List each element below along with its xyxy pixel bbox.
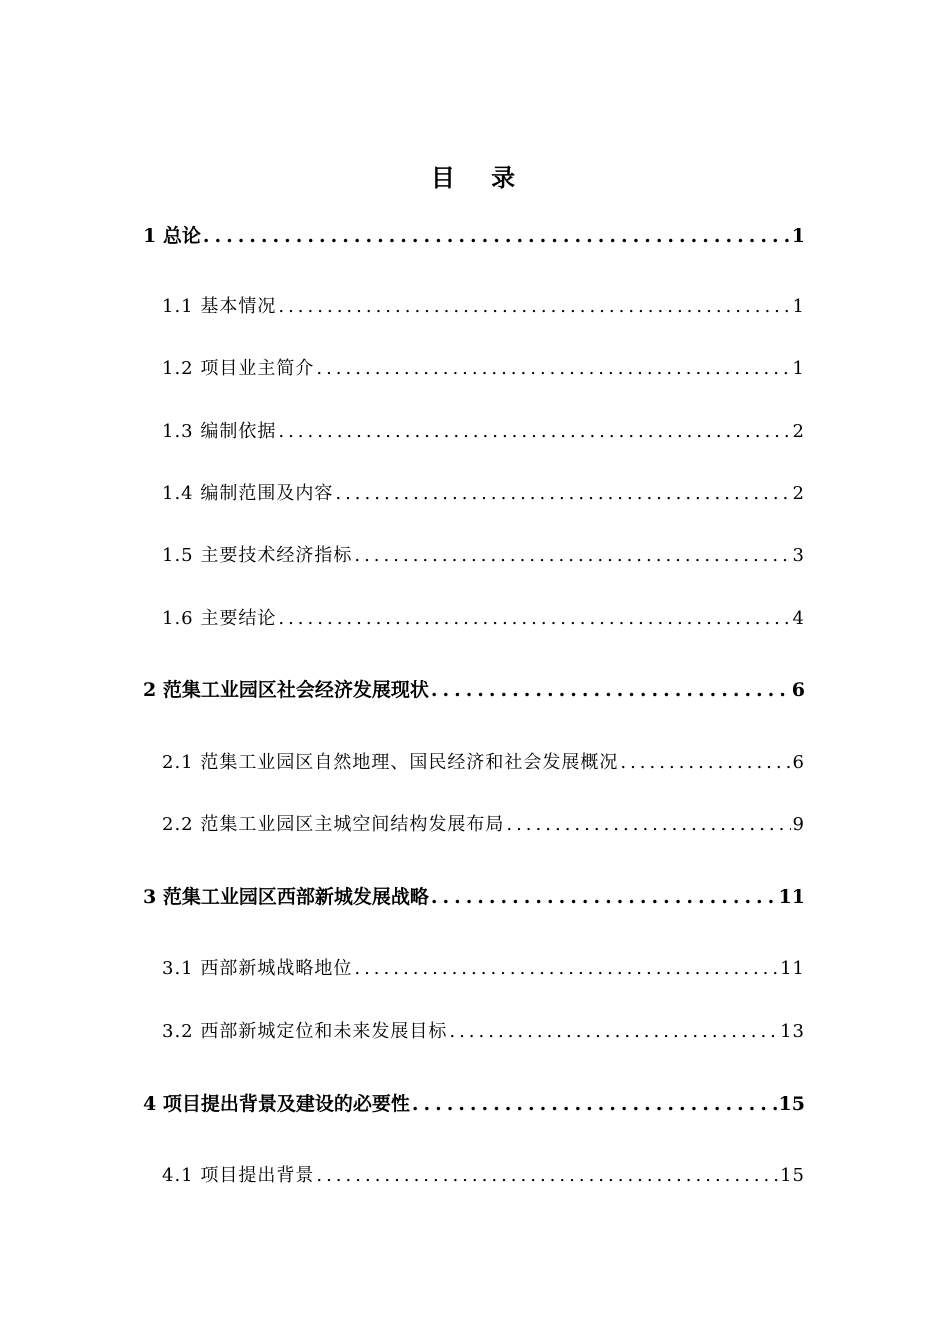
toc-leader-dots — [316, 354, 790, 384]
toc-leader-dots — [431, 882, 777, 912]
toc-entry-label: 1.6 主要结论 — [162, 608, 277, 629]
toc-leader-dots — [316, 1161, 778, 1191]
toc-leader-dots — [620, 748, 790, 778]
toc-entry-label: 1.2 项目业主简介 — [162, 358, 315, 379]
toc-entry-label: 3.1 西部新城战略地位 — [162, 958, 353, 979]
toc-entry-page: 1 — [792, 358, 805, 379]
toc-entry-page: 2 — [792, 483, 805, 504]
toc-entry-label: 3 范集工业园区西部新城发展战略 — [143, 886, 429, 908]
toc-entry[interactable] — [162, 810, 805, 840]
toc-entry[interactable] — [143, 675, 805, 705]
toc-entry-page: 1 — [791, 225, 805, 247]
toc-leader-dots — [278, 292, 790, 322]
toc-entry-label: 1.1 基本情况 — [162, 296, 277, 317]
toc-leader-dots — [278, 417, 790, 447]
toc-entry-label: 3.2 西部新城定位和未来发展目标 — [162, 1021, 448, 1042]
toc-title: 目 录 — [430, 163, 530, 192]
toc-entry-label: 1.3 编制依据 — [162, 421, 277, 442]
toc-entry[interactable] — [162, 954, 805, 984]
toc-entry-label: 1.4 编制范围及内容 — [162, 483, 334, 504]
toc-leader-dots — [431, 675, 790, 705]
toc-leader-dots — [354, 541, 790, 571]
toc-entry-page: 1 — [792, 296, 805, 317]
toc-leader-dots — [278, 604, 790, 634]
toc-entry-page: 6 — [791, 679, 805, 701]
toc-entry[interactable] — [162, 292, 805, 322]
toc-entry-page: 9 — [792, 814, 805, 835]
toc-entry[interactable] — [143, 882, 805, 912]
toc-leader-dots — [412, 1089, 777, 1119]
toc-entry[interactable] — [162, 354, 805, 384]
toc-entry-page: 13 — [780, 1021, 805, 1042]
toc-entry-label: 2.2 范集工业园区主城空间结构发展布局 — [162, 814, 505, 835]
toc-entry-page: 15 — [780, 1165, 805, 1186]
toc-entry-page: 4 — [792, 608, 805, 629]
toc-entry[interactable] — [143, 221, 805, 251]
toc-entry[interactable] — [162, 479, 805, 509]
toc-entry-page: 6 — [792, 752, 805, 773]
toc-entry-page: 11 — [780, 958, 805, 979]
toc-leader-dots — [449, 1017, 778, 1047]
toc-entry[interactable] — [162, 417, 805, 447]
toc-entry-page: 2 — [792, 421, 805, 442]
toc-entry-label: 4.1 项目提出背景 — [162, 1165, 315, 1186]
toc-entry[interactable] — [143, 1089, 805, 1119]
toc-entry-label: 1.5 主要技术经济指标 — [162, 545, 353, 566]
toc-entry[interactable] — [162, 1161, 805, 1191]
toc-entry-label: 2 范集工业园区社会经济发展现状 — [143, 679, 429, 701]
toc-entry-label: 4 项目提出背景及建设的必要性 — [143, 1093, 410, 1115]
toc-entry[interactable] — [162, 541, 805, 571]
toc-leader-dots — [506, 810, 790, 840]
toc-entry-page: 11 — [778, 886, 805, 908]
toc-leader-dots — [354, 954, 778, 984]
toc-entry-page: 3 — [792, 545, 805, 566]
toc-entry-label: 1 总论 — [143, 225, 201, 247]
toc-leader-dots — [203, 221, 790, 251]
toc-entry[interactable] — [162, 748, 805, 778]
toc-entry-label: 2.1 范集工业园区自然地理、国民经济和社会发展概况 — [162, 752, 619, 773]
toc-entry[interactable] — [162, 1017, 805, 1047]
toc-entry-page: 15 — [778, 1093, 805, 1115]
toc-leader-dots — [335, 479, 790, 509]
toc-entry[interactable] — [162, 604, 805, 634]
